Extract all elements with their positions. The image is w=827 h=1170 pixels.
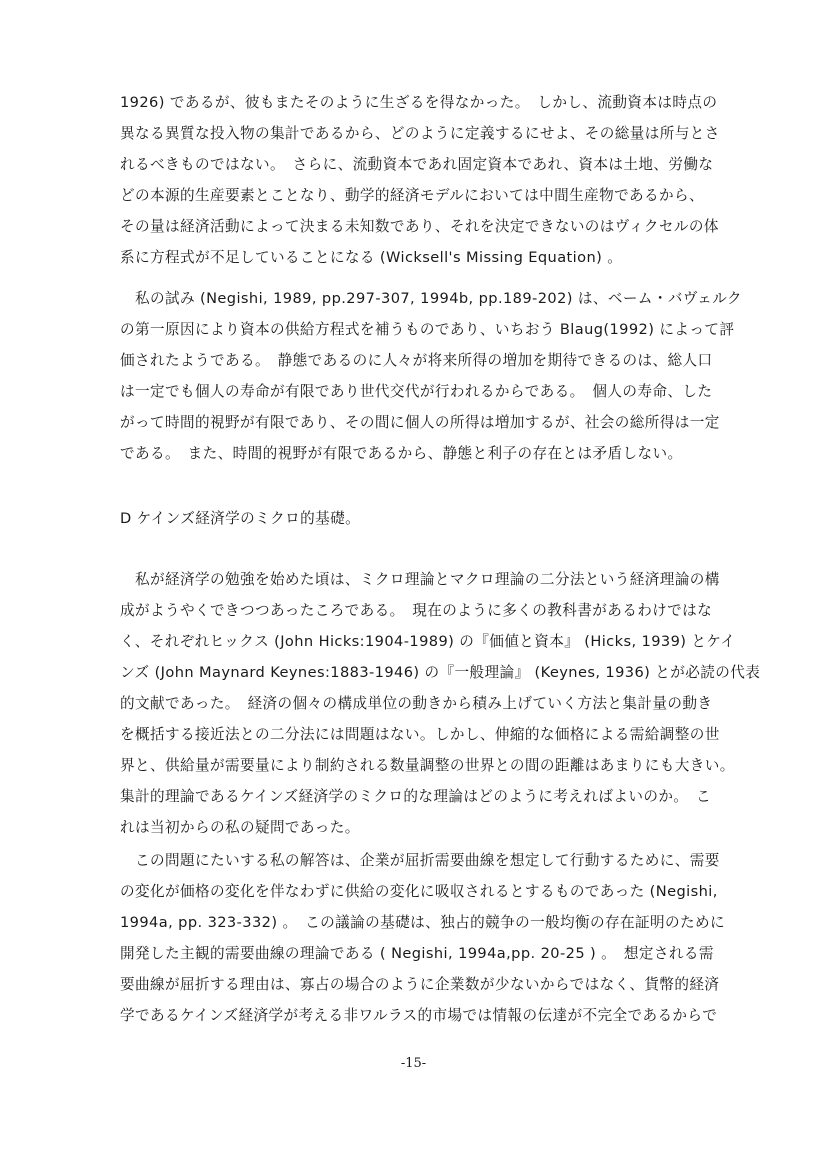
paragraph-4-line-3: 1994a, pp. 323-332) 。 この議論の基礎は、独占的競争の一般均衡の存在証明のために bbox=[120, 914, 725, 931]
paragraph-3-line-1: 私が経済学の勉強を始めた頃は、ミクロ理論とマクロ理論の二分法という経済理論の構 bbox=[120, 571, 720, 588]
paragraph-1-line-3: れるべきものではない。 さらに、流動資本であれ固定資本であれ、資本は土地、労働な bbox=[120, 156, 714, 173]
paragraph-4-line-5: 要曲線が屈折する理由は、寡占の場合のように企業数が少ないからではなく、貨幣的経済 bbox=[120, 976, 720, 993]
paragraph-3-line-4: ンズ (John Maynard Keynes:1883-1946) の『一般理論』 (Keynes, 1936) とが必読の代表 bbox=[120, 664, 761, 681]
paragraph-4-line-2: の変化が価格の変化を伴なわずに供給の変化に吸収されるとするものであった (Negishi, bbox=[120, 883, 718, 900]
page-number: -15- bbox=[400, 1056, 427, 1071]
paragraph-3-line-2: 成がようやくできつつあったころである。 現在のように多くの教科書があるわけではな bbox=[120, 602, 713, 619]
paragraph-4-line-1: この問題にたいする私の解答は、企業が屈折需要曲線を想定して行動するために、需要 bbox=[120, 852, 720, 869]
paragraph-4-line-6: 学であるケインズ経済学が考える非ワルラス的市場では情報の伝達が不完全であるからで bbox=[120, 1007, 718, 1024]
paragraph-1-line-2: 異なる異質な投入物の集計であるから、どのように定義するにせよ、その総量は所与とさ bbox=[120, 125, 720, 142]
paragraph-3-line-6: を概括する接近法との二分法には問題はない。しかし、伸縮的な価格による需給調整の世 bbox=[120, 726, 720, 743]
paragraph-3-line-7: 界と、供給量が需要量により制約される数量調整の世界との間の距離はあまりにも大きい。 bbox=[120, 757, 735, 774]
paragraph-3-line-9: れは当初からの私の疑問であった。 bbox=[120, 819, 360, 836]
section-heading: D ケインズ経済学のミクロ的基礎。 bbox=[120, 510, 361, 527]
paragraph-1-line-6: 系に方程式が不足していることになる (Wicksell's Missing Equation) 。 bbox=[120, 249, 623, 266]
paragraph-2-line-2: の第一原因により資本の供給方程式を補うものであり、いちおう Blaug(1992) によって評 bbox=[120, 321, 735, 338]
paragraph-1-line-5: その量は経済活動によって決まる未知数であり、それを決定できないのはヴィクセルの体 bbox=[120, 218, 719, 235]
paragraph-2-line-1: 私の試み (Negishi, 1989, pp.297-307, 1994b, pp.189-202) は、ベーム・バヴェルク bbox=[120, 290, 742, 307]
paragraph-3-line-3: く、それぞれヒックス (John Hicks:1904-1989) の『価値と資本』 (Hicks, 1939) とケイ bbox=[120, 633, 736, 650]
paragraph-1-line-4: どの本源的生産要素とことなり、動学的経済モデルにおいては中間生産物であるから、 bbox=[120, 187, 705, 204]
paragraph-1-line-1: 1926) であるが、彼もまたそのように生ざるを得なかった。 しかし、流動資本は時点の bbox=[120, 94, 718, 111]
paragraph-2-line-6: である。 また、時間的視野が有限であるから、静態と利子の存在とは矛盾しない。 bbox=[120, 445, 683, 462]
paragraph-3-line-5: 的文献であった。 経済の個々の構成単位の動きから積み上げていく方法と集計量の動き bbox=[120, 695, 713, 712]
paragraph-2-line-3: 価されたようである。 静態であるのに人々が将来所得の増加を期待できるのは、総人口 bbox=[120, 352, 713, 369]
paragraph-3-line-8: 集計的理論であるケインズ経済学のミクロ的な理論はどのように考えればよいのか。 こ bbox=[120, 788, 711, 805]
paragraph-2-line-4: は一定でも個人の寿命が有限であり世代交代が行われるからである。 個人の寿命、した bbox=[120, 383, 713, 400]
paragraph-2-line-5: がって時間的視野が有限であり、その間に個人の所得は増加するが、社会の総所得は一定 bbox=[120, 414, 720, 431]
paragraph-4-line-4: 開発した主観的需要曲線の理論である ( Negishi, 1994a,pp. 20-25 ) 。 想定される需 bbox=[120, 945, 714, 962]
